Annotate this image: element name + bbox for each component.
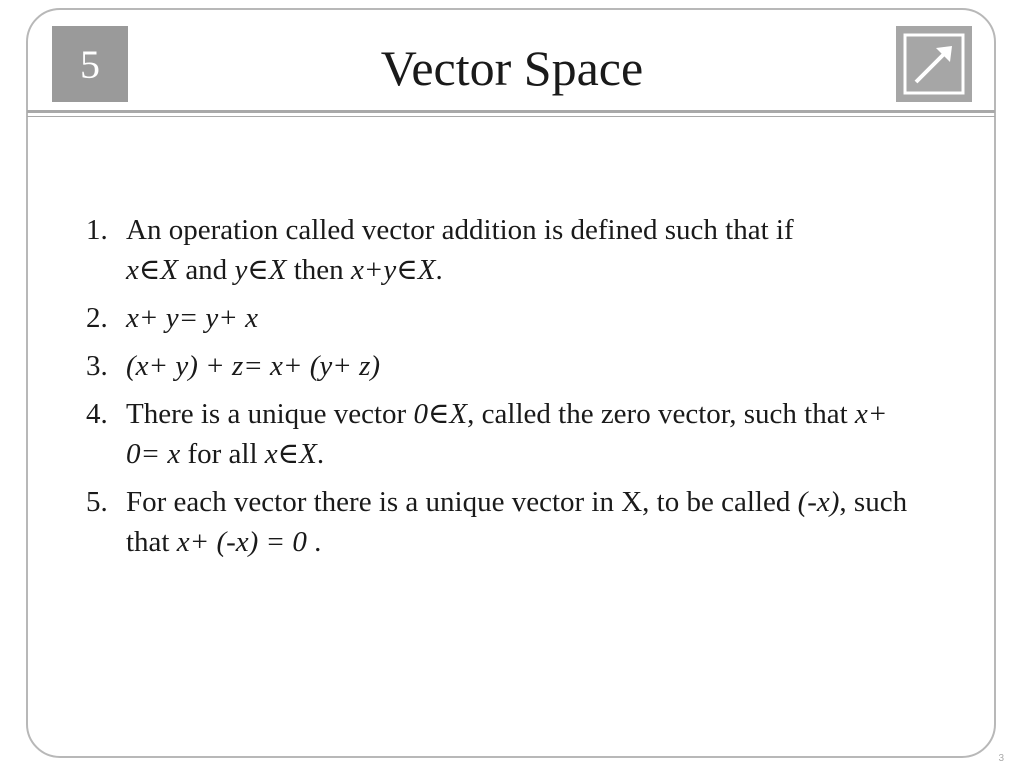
title-divider-thin — [27, 116, 995, 117]
item-number: 5. — [86, 486, 108, 518]
axiom-list — [86, 210, 926, 570]
item-text: There is a unique vector 0∈X, called the zero vector, such that x+ 0= x for all x∈X. — [126, 398, 888, 470]
item-number: 4. — [86, 398, 108, 430]
item-number: 2. — [86, 302, 108, 334]
item-formula: x+ y= y+ x — [126, 302, 258, 334]
chapter-badge: 5 — [52, 26, 128, 102]
page-number: 3 — [998, 753, 1004, 764]
slide-title: Vector Space — [380, 40, 644, 96]
list-item — [86, 210, 926, 290]
list-item — [86, 394, 926, 474]
list-item — [86, 346, 926, 386]
item-text: For each vector there is a unique vector in X, to be called (-x), such that x+ (-x) = 0 . — [126, 486, 908, 558]
title-divider — [27, 110, 995, 113]
list-item — [86, 482, 926, 562]
expand-arrow-icon[interactable] — [896, 26, 972, 102]
item-number: 3. — [86, 350, 108, 382]
item-number: 1. — [86, 214, 108, 246]
list-item — [86, 298, 926, 338]
item-text: An operation called vector addition is defined such that if x∈X and y∈X then x+y∈X. — [126, 214, 794, 286]
item-formula: (x+ y) + z= x+ (y+ z) — [126, 350, 381, 382]
